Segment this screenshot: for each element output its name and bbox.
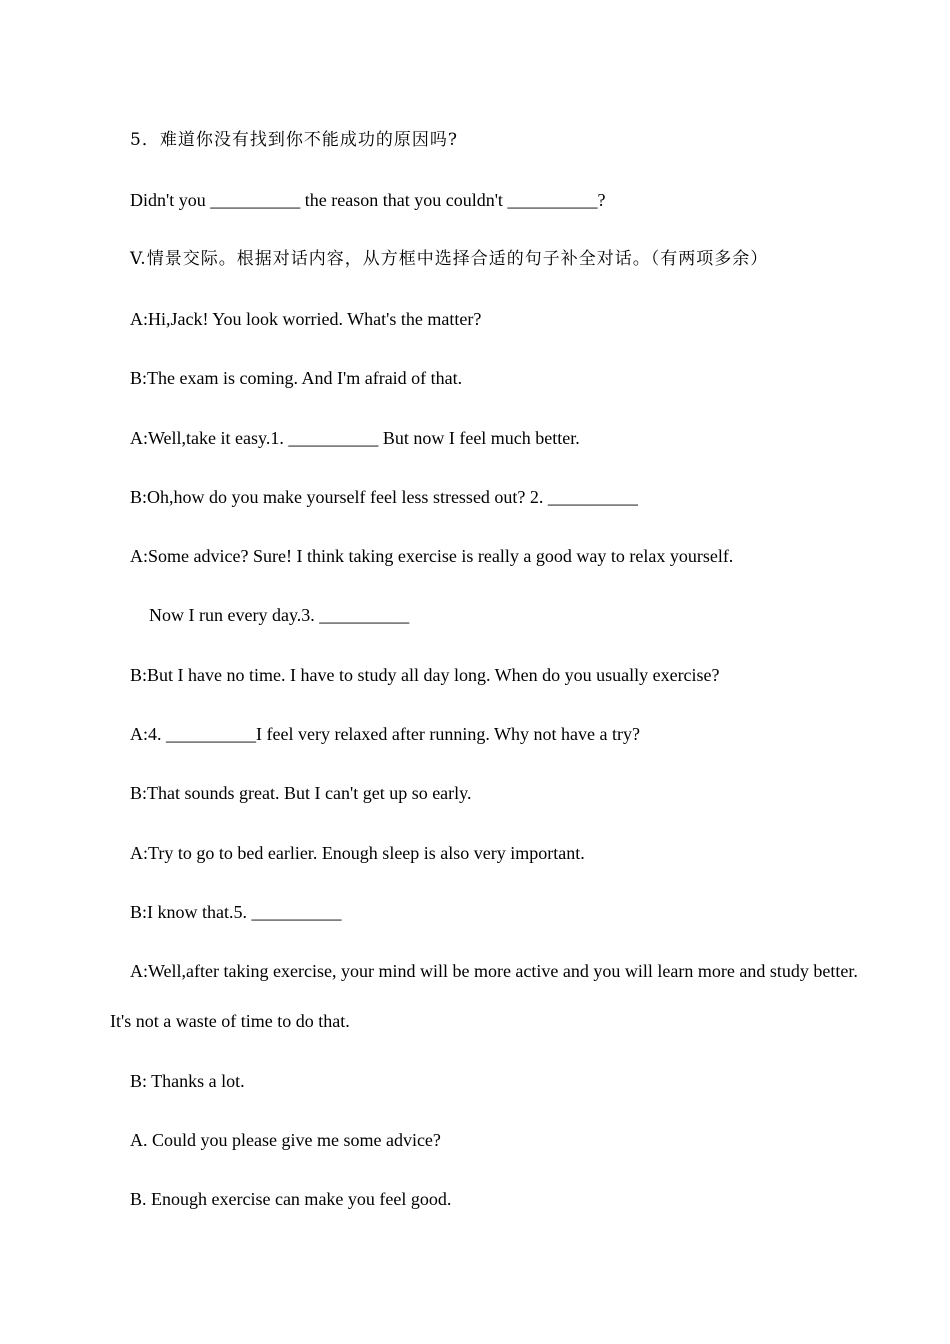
dialogue-line: B:The exam is coming. And I'm afraid of that. bbox=[130, 368, 463, 388]
dialogue-line: A:4. __________I feel very relaxed after running. Why not have a try? bbox=[130, 724, 640, 744]
dialogue-line: B:That sounds great. But I can't get up so early. bbox=[130, 783, 472, 803]
dialogue-line: B:Oh,how do you make yourself feel less stressed out? 2. __________ bbox=[130, 487, 638, 507]
dialogue-line: A:Try to go to bed earlier. Enough sleep is also very important. bbox=[130, 843, 585, 863]
dialogue-line: B:I know that.5. __________ bbox=[130, 902, 342, 922]
dialogue-line: A:Well,take it easy.1. __________ But now I feel much better. bbox=[130, 428, 580, 448]
dialogue-line: A:Some advice? Sure! I think taking exercise is really a good way to relax yourself. bbox=[130, 546, 734, 566]
dialogue-line: Now I run every day.3. __________ bbox=[149, 605, 410, 625]
dialogue-line-wrapped: A:Well,after taking exercise, your mind will be more active and you will learn more and study better. It's not a waste of time to do that. bbox=[110, 961, 858, 1031]
sentence-5-chinese: 5．难道你没有找到你不能成功的原因吗? bbox=[130, 130, 458, 150]
option-a: A. Could you please give me some advice? bbox=[130, 1130, 441, 1150]
dialogue-line: B:But I have no time. I have to study all day long. When do you usually exercise? bbox=[130, 665, 720, 685]
section-v-heading: V.情景交际。根据对话内容，从方框中选择合适的句子补全对话。（有两项多余） bbox=[130, 249, 769, 269]
sentence-5-english: Didn't you __________ the reason that you couldn't __________? bbox=[130, 190, 606, 210]
dialogue-line: A:Hi,Jack! You look worried. What's the matter? bbox=[130, 309, 482, 329]
option-b: B. Enough exercise can make you feel good. bbox=[130, 1189, 452, 1209]
dialogue-line: B: Thanks a lot. bbox=[130, 1071, 245, 1091]
